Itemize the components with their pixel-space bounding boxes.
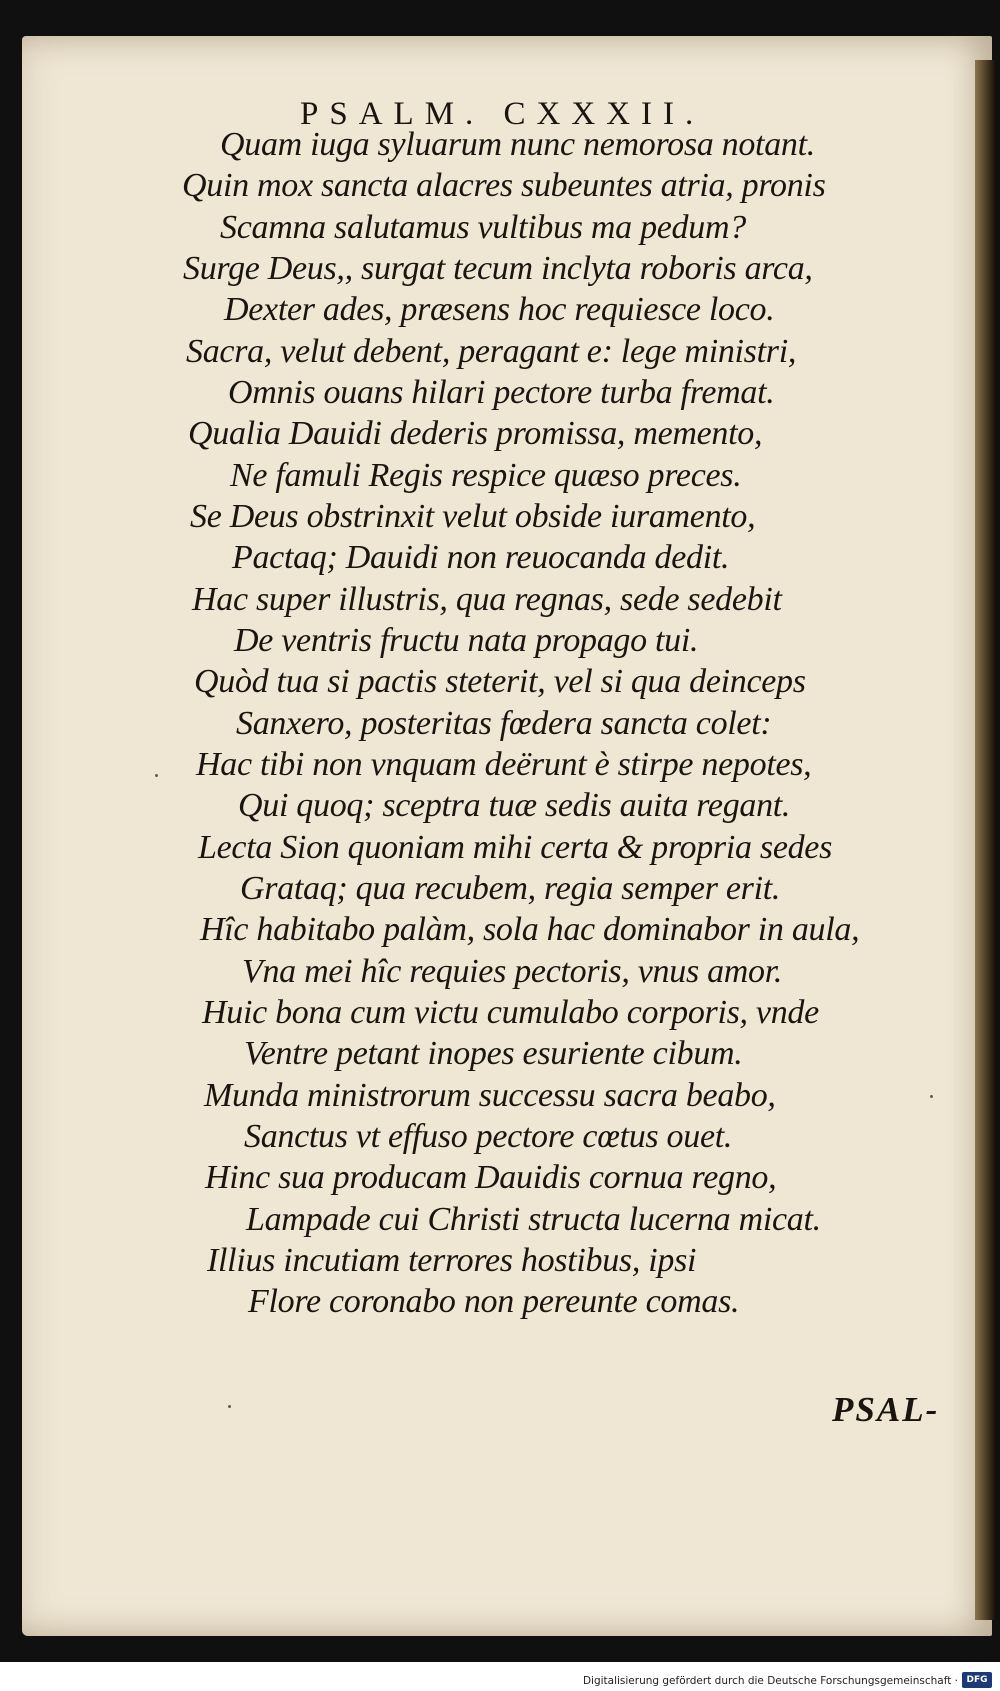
catchword: PSAL- — [832, 1390, 940, 1429]
verse-line: Dexter ades, præsens hoc requiesce loco. — [224, 291, 775, 328]
verse-line: Ventre petant inopes esuriente cibum. — [244, 1035, 743, 1072]
verse-line: Sacra, velut debent, peragant e: lege ministri, — [186, 333, 797, 370]
verse-line: Se Deus obstrinxit velut obside iuramento, — [190, 498, 756, 535]
verse-line: Lampade cui Christi structa lucerna micat. — [246, 1201, 821, 1238]
verse-line: Quòd tua si pactis steterit, vel si qua deinceps — [194, 663, 806, 700]
verse-line: Hinc sua producam Dauidis cornua regno, — [205, 1159, 777, 1196]
verse-line: De ventris fructu nata propago tui. — [234, 622, 699, 659]
verse-line: Pactaq; Dauidi non reuocanda dedit. — [232, 539, 730, 576]
verse-line: Flore coronabo non pereunte comas. — [248, 1283, 740, 1320]
verse-line: Huic bona cum victu cumulabo corporis, vnde — [202, 994, 819, 1031]
ink-speck — [155, 774, 158, 777]
verse-line: Ne famuli Regis respice quæso preces. — [230, 457, 742, 494]
page-edge — [975, 60, 995, 1620]
verse-line: Quam iuga syluarum nunc nemorosa notant. — [220, 126, 815, 163]
verse-line: Vna mei hîc requies pectoris, vnus amor. — [242, 953, 783, 990]
ink-speck — [930, 1095, 933, 1098]
verse-line: Sanctus vt effuso pectore cœtus ouet. — [244, 1118, 733, 1155]
funding-credit: Digitalisierung gefördert durch die Deutsche Forschungsgemeinschaft · — [582, 1675, 958, 1687]
dfg-logo: DFG — [962, 1672, 992, 1688]
verse-line: Quin mox sancta alacres subeuntes atria, pronis — [182, 167, 826, 204]
verse-line: Lecta Sion quoniam mihi certa & propria sedes — [198, 829, 833, 866]
verse-line: Hîc habitabo palàm, sola hac dominabor in aula, — [200, 911, 860, 948]
verse-line: Omnis ouans hilari pectore turba fremat. — [228, 374, 775, 411]
verse-line: Scamna salutamus vultibus ma pedum? — [220, 209, 746, 246]
ink-speck — [228, 1405, 231, 1408]
verse-line: Qui quoq; sceptra tuæ sedis auita regant. — [238, 787, 791, 824]
verse-line: Munda ministrorum successu sacra beabo, — [204, 1077, 776, 1114]
verse-line: Hac tibi non vnquam deërunt è stirpe nepotes, — [196, 746, 812, 783]
verse-line: Sanxero, posteritas fœdera sancta colet: — [236, 705, 772, 742]
verse-line: Grataq; qua recubem, regia semper erit. — [240, 870, 781, 907]
verse-line: Surge Deus,, surgat tecum inclyta roboris arca, — [183, 250, 813, 287]
verse-line: Hac super illustris, qua regnas, sede sedebit — [192, 581, 782, 618]
running-header: PSALM. CXXXII. — [300, 96, 705, 132]
verse-line: Qualia Dauidi dederis promissa, memento, — [188, 415, 763, 452]
verse-line: Illius incutiam terrores hostibus, ipsi — [207, 1242, 697, 1279]
